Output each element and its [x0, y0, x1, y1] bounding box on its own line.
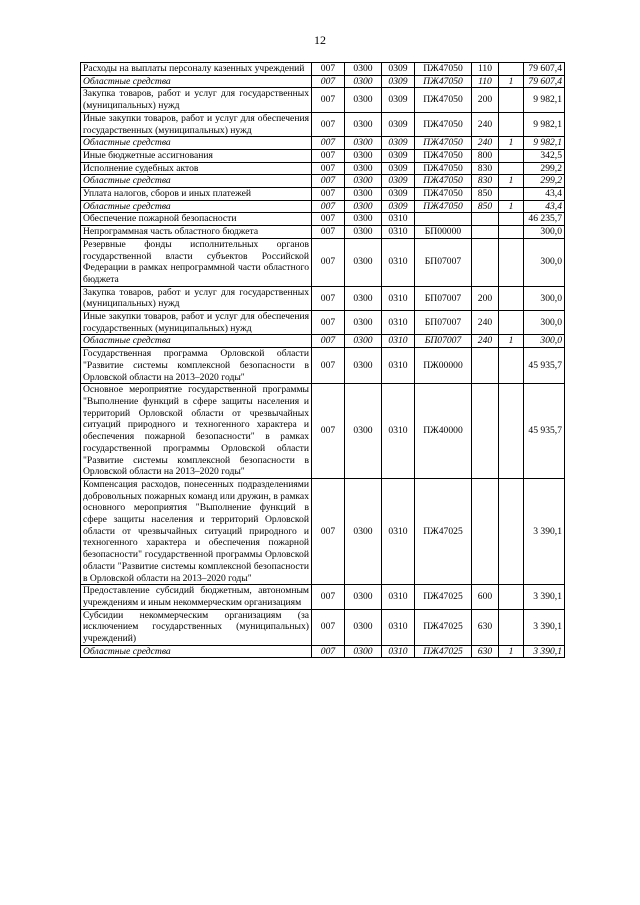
section-code-cell: 0300 [345, 238, 382, 286]
row-name-cell: Иные закупки товаров, работ и услуг для обеспечения государственных (муниципальных) нужд [81, 311, 312, 335]
target-article-cell: ПЖ00000 [415, 348, 472, 384]
section-code-cell: 0300 [345, 335, 382, 348]
funding-source-cell: 1 [499, 175, 524, 188]
section-code-cell: 0300 [345, 175, 382, 188]
amount-cell: 79 607,4 [524, 75, 565, 88]
funding-source-cell [499, 213, 524, 226]
subsection-code-cell: 0310 [382, 311, 415, 335]
target-article-cell: ПЖ47050 [415, 175, 472, 188]
funding-source-cell [499, 311, 524, 335]
expense-type-cell [472, 384, 499, 479]
target-article-cell: ПЖ47050 [415, 112, 472, 136]
amount-cell: 43,4 [524, 188, 565, 201]
ministry-code-cell: 007 [312, 162, 345, 175]
row-name-cell: Уплата налогов, сборов и иных платежей [81, 188, 312, 201]
row-name-cell: Областные средства [81, 137, 312, 150]
target-article-cell: БП07007 [415, 311, 472, 335]
expense-type-cell: 630 [472, 645, 499, 658]
funding-source-cell: 1 [499, 200, 524, 213]
row-name-cell: Резервные фонды исполнительных органов государственной власти субъектов Российской Федерации в рамках непрограммной части областного бюджета [81, 238, 312, 286]
expense-type-cell: 200 [472, 286, 499, 310]
section-code-cell: 0300 [345, 348, 382, 384]
target-article-cell: ПЖ47050 [415, 162, 472, 175]
target-article-cell: ПЖ47050 [415, 149, 472, 162]
regional-funds-row [81, 200, 565, 213]
table-row [81, 226, 565, 239]
funding-source-cell: 1 [499, 75, 524, 88]
ministry-code-cell: 007 [312, 112, 345, 136]
expense-type-cell [472, 478, 499, 584]
amount-cell: 300,0 [524, 335, 565, 348]
subsection-code-cell: 0309 [382, 88, 415, 112]
row-name-cell: Субсидии некоммерческим организациям (за исключением государственных (муниципальных) учреждений) [81, 609, 312, 645]
subsection-code-cell: 0309 [382, 188, 415, 201]
amount-cell: 342,5 [524, 149, 565, 162]
table-row [81, 348, 565, 384]
amount-cell: 9 982,1 [524, 112, 565, 136]
amount-cell: 3 390,1 [524, 585, 565, 609]
funding-source-cell: 1 [499, 137, 524, 150]
expense-type-cell [472, 348, 499, 384]
amount-cell: 3 390,1 [524, 478, 565, 584]
ministry-code-cell: 007 [312, 238, 345, 286]
section-code-cell: 0300 [345, 162, 382, 175]
funding-source-cell [499, 162, 524, 175]
table-row [81, 384, 565, 479]
target-article-cell [415, 213, 472, 226]
table-row [81, 63, 565, 76]
amount-cell: 300,0 [524, 311, 565, 335]
section-code-cell: 0300 [345, 188, 382, 201]
subsection-code-cell: 0310 [382, 348, 415, 384]
funding-source-cell [499, 226, 524, 239]
ministry-code-cell: 007 [312, 585, 345, 609]
row-name-cell: Обеспечение пожарной безопасности [81, 213, 312, 226]
section-code-cell: 0300 [345, 112, 382, 136]
subsection-code-cell: 0310 [382, 286, 415, 310]
section-code-cell: 0300 [345, 286, 382, 310]
target-article-cell: ПЖ47050 [415, 88, 472, 112]
expense-type-cell: 850 [472, 188, 499, 201]
ministry-code-cell: 007 [312, 149, 345, 162]
ministry-code-cell: 007 [312, 286, 345, 310]
subsection-code-cell: 0309 [382, 162, 415, 175]
amount-cell: 45 935,7 [524, 384, 565, 479]
ministry-code-cell: 007 [312, 348, 345, 384]
row-name-cell: Областные средства [81, 75, 312, 88]
subsection-code-cell: 0310 [382, 478, 415, 584]
subsection-code-cell: 0309 [382, 75, 415, 88]
section-code-cell: 0300 [345, 645, 382, 658]
table-row [81, 478, 565, 584]
amount-cell: 299,2 [524, 175, 565, 188]
ministry-code-cell: 007 [312, 609, 345, 645]
row-name-cell: Областные средства [81, 200, 312, 213]
section-code-cell: 0300 [345, 75, 382, 88]
expense-type-cell: 240 [472, 311, 499, 335]
table-row [81, 149, 565, 162]
expense-type-cell: 240 [472, 137, 499, 150]
expense-type-cell: 240 [472, 112, 499, 136]
target-article-cell: ПЖ47050 [415, 75, 472, 88]
section-code-cell: 0300 [345, 609, 382, 645]
subsection-code-cell: 0310 [382, 238, 415, 286]
funding-source-cell [499, 88, 524, 112]
section-code-cell: 0300 [345, 200, 382, 213]
regional-funds-row [81, 335, 565, 348]
section-code-cell: 0300 [345, 478, 382, 584]
table-row [81, 609, 565, 645]
target-article-cell: БП07007 [415, 335, 472, 348]
table-body [81, 63, 565, 658]
table-row [81, 162, 565, 175]
funding-source-cell [499, 478, 524, 584]
amount-cell: 43,4 [524, 200, 565, 213]
funding-source-cell [499, 63, 524, 76]
table-row [81, 311, 565, 335]
section-code-cell: 0300 [345, 585, 382, 609]
ministry-code-cell: 007 [312, 175, 345, 188]
page-number: 12 [314, 33, 326, 47]
section-code-cell: 0300 [345, 137, 382, 150]
subsection-code-cell: 0310 [382, 335, 415, 348]
ministry-code-cell: 007 [312, 137, 345, 150]
budget-table [80, 62, 565, 658]
subsection-code-cell: 0309 [382, 137, 415, 150]
target-article-cell: ПЖ47050 [415, 200, 472, 213]
ministry-code-cell: 007 [312, 63, 345, 76]
funding-source-cell: 1 [499, 645, 524, 658]
ministry-code-cell: 007 [312, 645, 345, 658]
amount-cell: 300,0 [524, 286, 565, 310]
expense-type-cell [472, 226, 499, 239]
table-row [81, 286, 565, 310]
ministry-code-cell: 007 [312, 311, 345, 335]
expense-type-cell: 110 [472, 75, 499, 88]
amount-cell: 79 607,4 [524, 63, 565, 76]
table-row [81, 585, 565, 609]
ministry-code-cell: 007 [312, 213, 345, 226]
funding-source-cell [499, 348, 524, 384]
subsection-code-cell: 0310 [382, 213, 415, 226]
row-name-cell: Областные средства [81, 175, 312, 188]
section-code-cell: 0300 [345, 311, 382, 335]
subsection-code-cell: 0309 [382, 175, 415, 188]
expense-type-cell [472, 238, 499, 286]
regional-funds-row [81, 75, 565, 88]
subsection-code-cell: 0310 [382, 609, 415, 645]
ministry-code-cell: 007 [312, 200, 345, 213]
ministry-code-cell: 007 [312, 335, 345, 348]
subsection-code-cell: 0309 [382, 63, 415, 76]
ministry-code-cell: 007 [312, 88, 345, 112]
expense-type-cell: 630 [472, 609, 499, 645]
target-article-cell: БП07007 [415, 238, 472, 286]
ministry-code-cell: 007 [312, 478, 345, 584]
regional-funds-row [81, 137, 565, 150]
row-name-cell: Областные средства [81, 335, 312, 348]
expense-type-cell: 600 [472, 585, 499, 609]
row-name-cell: Закупка товаров, работ и услуг для государственных (муниципальных) нужд [81, 88, 312, 112]
funding-source-cell [499, 286, 524, 310]
table-row [81, 213, 565, 226]
expense-type-cell: 850 [472, 200, 499, 213]
expense-type-cell: 200 [472, 88, 499, 112]
expense-type-cell: 830 [472, 175, 499, 188]
section-code-cell: 0300 [345, 226, 382, 239]
table-row [81, 112, 565, 136]
subsection-code-cell: 0309 [382, 200, 415, 213]
section-code-cell: 0300 [345, 88, 382, 112]
row-name-cell: Предоставление субсидий бюджетным, автономным учреждениям и иным некоммерческим организациям [81, 585, 312, 609]
row-name-cell: Иные бюджетные ассигнования [81, 149, 312, 162]
amount-cell: 3 390,1 [524, 645, 565, 658]
section-code-cell: 0300 [345, 149, 382, 162]
row-name-cell: Исполнение судебных актов [81, 162, 312, 175]
row-name-cell: Непрограммная часть областного бюджета [81, 226, 312, 239]
funding-source-cell [499, 609, 524, 645]
row-name-cell: Областные средства [81, 645, 312, 658]
amount-cell: 45 935,7 [524, 348, 565, 384]
target-article-cell: ПЖ47050 [415, 63, 472, 76]
subsection-code-cell: 0309 [382, 112, 415, 136]
row-name-cell: Основное мероприятие государственной программы "Выполнение функций в сфере защиты населения и территорий Орловской области от чрезвычайных ситуаций природного и техногенного характера и обеспечения пожарной безопасности" в рамках государственной программы Орловской области "Развитие системы комплексной безопасности в Орловской области на 2013–2020 годы" [81, 384, 312, 479]
ministry-code-cell: 007 [312, 188, 345, 201]
subsection-code-cell: 0310 [382, 645, 415, 658]
funding-source-cell [499, 188, 524, 201]
amount-cell: 46 235,7 [524, 213, 565, 226]
funding-source-cell [499, 238, 524, 286]
table-row [81, 188, 565, 201]
ministry-code-cell: 007 [312, 384, 345, 479]
funding-source-cell: 1 [499, 335, 524, 348]
table-row [81, 238, 565, 286]
subsection-code-cell: 0310 [382, 585, 415, 609]
row-name-cell: Государственная программа Орловской области "Развитие системы комплексной безопасности в Орловской области на 2013–2020 годы" [81, 348, 312, 384]
target-article-cell: БП07007 [415, 286, 472, 310]
target-article-cell: БП00000 [415, 226, 472, 239]
subsection-code-cell: 0309 [382, 149, 415, 162]
target-article-cell: ПЖ47025 [415, 645, 472, 658]
row-name-cell: Расходы на выплаты персоналу казенных учреждений [81, 63, 312, 76]
regional-funds-row [81, 175, 565, 188]
funding-source-cell [499, 112, 524, 136]
funding-source-cell [499, 384, 524, 479]
amount-cell: 9 982,1 [524, 88, 565, 112]
amount-cell: 9 982,1 [524, 137, 565, 150]
table-row [81, 88, 565, 112]
amount-cell: 299,2 [524, 162, 565, 175]
row-name-cell: Компенсация расходов, понесенных подразделениями добровольных пожарных команд или дружин, в рамках основного мероприятия "Выполнение функций в сфере защиты населения и территорий Орловской области от чрезвычайных ситуаций природного и техногенного характера и обеспечения пожарной безопасности" государственной программы Орловской области "Развитие системы комплексной безопасности в Орловской области на 2013–2020 годы" [81, 478, 312, 584]
row-name-cell: Иные закупки товаров, работ и услуг для обеспечения государственных (муниципальных) нужд [81, 112, 312, 136]
amount-cell: 3 390,1 [524, 609, 565, 645]
target-article-cell: ПЖ47050 [415, 188, 472, 201]
target-article-cell: ПЖ40000 [415, 384, 472, 479]
ministry-code-cell: 007 [312, 75, 345, 88]
expense-type-cell: 800 [472, 149, 499, 162]
ministry-code-cell: 007 [312, 226, 345, 239]
section-code-cell: 0300 [345, 63, 382, 76]
target-article-cell: ПЖ47025 [415, 478, 472, 584]
row-name-cell: Закупка товаров, работ и услуг для государственных (муниципальных) нужд [81, 286, 312, 310]
subsection-code-cell: 0310 [382, 226, 415, 239]
amount-cell: 300,0 [524, 238, 565, 286]
amount-cell: 300,0 [524, 226, 565, 239]
section-code-cell: 0300 [345, 384, 382, 479]
expense-type-cell [472, 213, 499, 226]
target-article-cell: ПЖ47025 [415, 585, 472, 609]
target-article-cell: ПЖ47025 [415, 609, 472, 645]
expense-type-cell: 240 [472, 335, 499, 348]
regional-funds-row [81, 645, 565, 658]
subsection-code-cell: 0310 [382, 384, 415, 479]
funding-source-cell [499, 585, 524, 609]
funding-source-cell [499, 149, 524, 162]
target-article-cell: ПЖ47050 [415, 137, 472, 150]
section-code-cell: 0300 [345, 213, 382, 226]
expense-type-cell: 110 [472, 63, 499, 76]
expense-type-cell: 830 [472, 162, 499, 175]
